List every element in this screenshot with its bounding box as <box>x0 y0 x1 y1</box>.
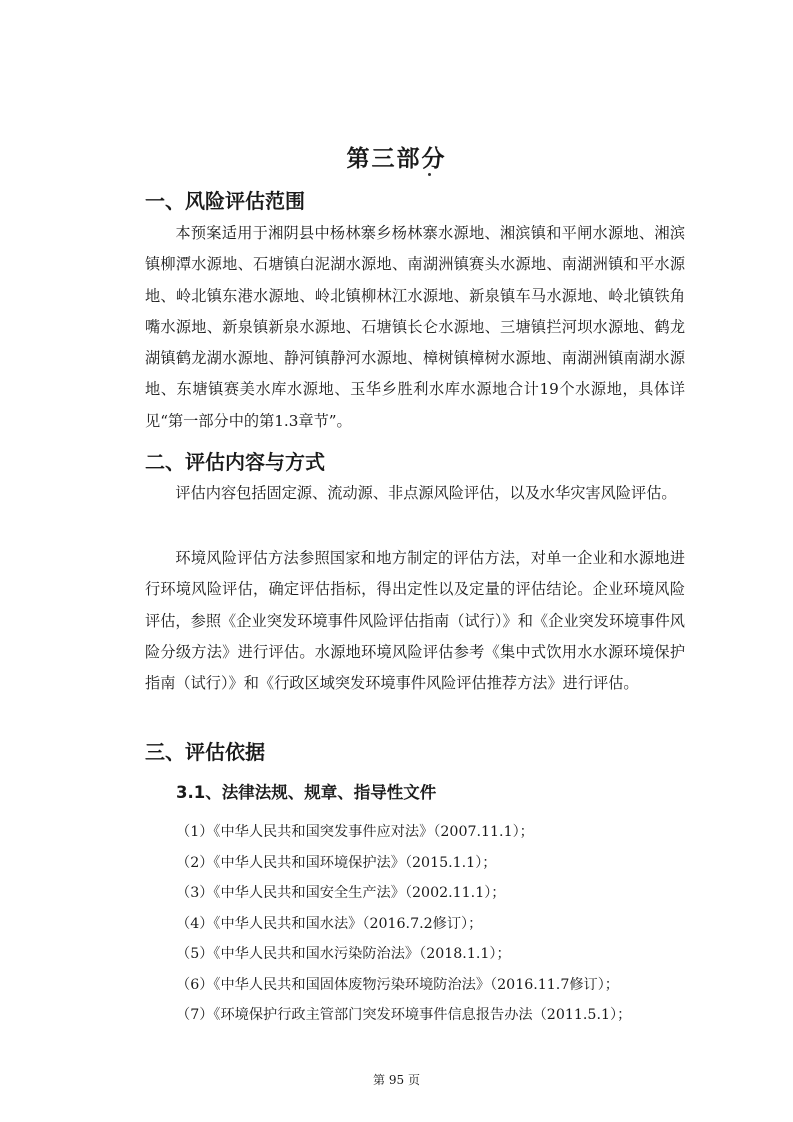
part-title: 第三部分 <box>346 146 447 172</box>
section-3-1-subheading: 3.1、法律法规、规章、指导性文件 <box>176 783 437 802</box>
section-2-paragraph-1: 评估内容包括固定源、流动源、非点源风险评估，以及水华灾害风险评估。 <box>175 484 677 502</box>
scan-dot <box>428 173 431 176</box>
list-item: （4）《中华人民共和国水法》（2016.7.2修订）； <box>176 915 483 932</box>
section-2-paragraph-2: 环境风险评估方法参照国家和地方制定的评估方法，对单一企业和水源地进行环境风险评估，确定评估指标，得出定性以及定量的评估结论。企业环境风险评估，参照《企业突发环境事件风险评估指南（试行）》和《企业突发环境事件风险分级方法》进行评估。水源地环境风险评估参考《集中式饮用水水源环境保护指南（试行）》和《行政区域突发环境事件风险评估推荐方法》进行评估。 <box>145 549 685 693</box>
list-item: （5）《中华人民共和国水污染防治法》（2018.1.1）； <box>176 946 511 962</box>
list-item: （3）《中华人民共和国安全生产法》（2002.11.1）； <box>176 885 506 901</box>
regulation-list <box>176 817 676 1031</box>
section-1-paragraph: 本预案适用于湘阴县中杨林寨乡杨林寨水源地、湘滨镇和平闸水源地、湘滨镇柳潭水源地、石塘镇白泥湖水源地、南湖洲镇赛头水源地、南湖洲镇和平水源地、岭北镇东港水源地、岭北镇柳林江水源地、新泉镇车马水源地、岭北镇铁角嘴水源地、新泉镇新泉水源地、石塘镇长仑水源地、三塘镇拦河坝水源地、鹤龙湖镇鹤龙湖水源地、静河镇静河水源地、樟树镇樟树水源地、南湖洲镇南湖水源地、东塘镇赛美水库水源地、玉华乡胜利水库水源地合计19个水源地，具体详见“第一部分中的第1.3章节”。 <box>145 224 685 430</box>
section-3-heading: 三、评估依据 <box>145 740 265 764</box>
page-number: 第 95 页 <box>373 1073 420 1087</box>
section-2-heading: 二、评估内容与方式 <box>145 450 325 474</box>
list-item: （2）《中华人民共和国环境保护法》（2015.1.1）； <box>176 854 497 871</box>
section-1-heading: 一、风险评估范围 <box>145 189 305 213</box>
list-item: （6）《中华人民共和国固体废物污染环境防治法》（2016.11.7修订）； <box>176 976 619 993</box>
list-item: （1）《中华人民共和国突发事件应对法》（2007.11.1）； <box>176 824 534 840</box>
list-item: （7）《环境保护行政主管部门突发环境事件信息报告办法（2011.5.1）； <box>176 1007 632 1023</box>
